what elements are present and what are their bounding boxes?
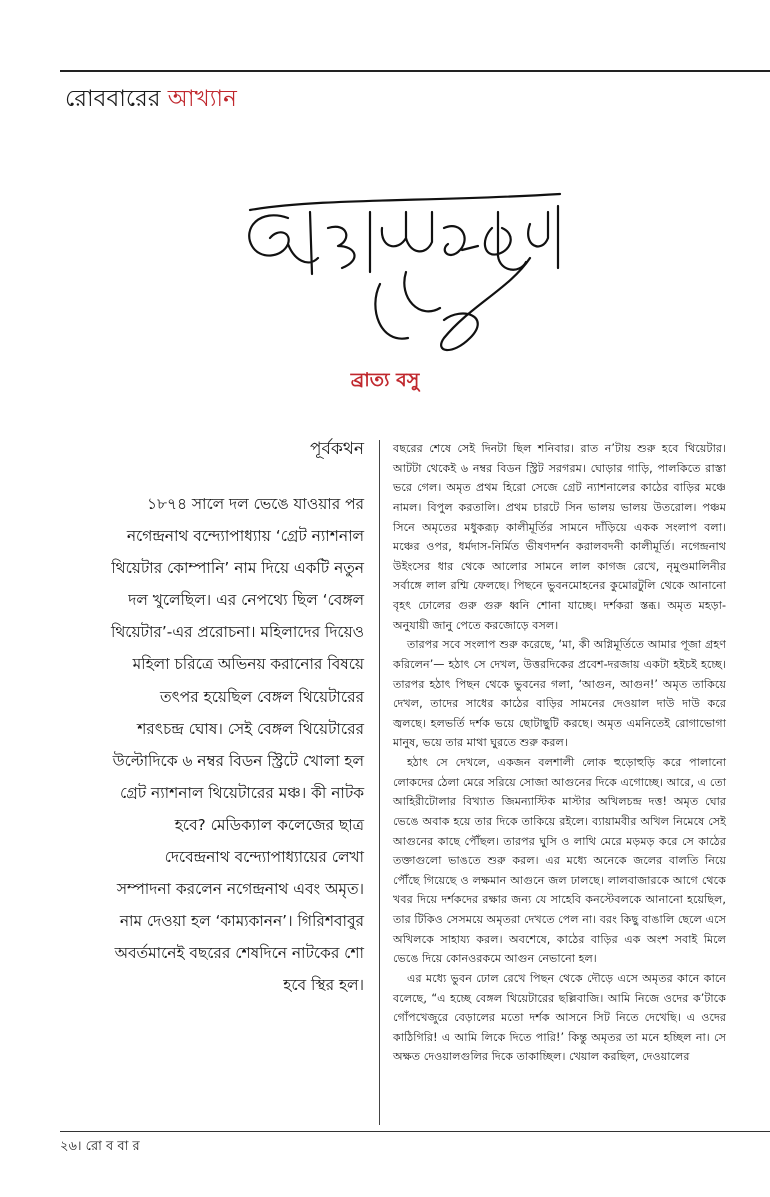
- story-paragraph-4: এর মধ্যে ভুবন ঢোল রেখে পিছন থেকে দৌড়ে এসে অমৃতর কানে কানে বলেছে, “এ হচ্ছে বেঙ্গল থিয়েটারের ছল্লিবাজি। আমি নিজে ওদের ক’টাকে গোঁপখেজুরে বেড়ালের মতো দর্শক আসনে সিট নিতে দেখেছি। এ ওদের কাঠিগিরি! এ আমি লিকে দিতে পারি!’ কিন্তু অমৃতর তা মনে হচ্ছিল না। সে অক্ষত দেওয়ালগুলির দিকে তাকাচ্ছিল। খেয়াল করছিল, দেওয়ালের: [393, 971, 726, 1064]
- calligraphy-flourish: [375, 284, 408, 339]
- story-paragraph-1: বছরের শেষে সেই দিনটা ছিল শনিবার। রাত ন’টায় শুরু হবে থিয়েটার। আটটা থেকেই ৬ নম্বর বিডন স্ট্রিট সরগরম। ঘোড়ার গাড়ি, পালকিতে রাস্তা ভরে গেল। অমৃত প্রথম হিরো সেজে গ্রেট ন্যাশনালের কাঠের বাড়ির মঞ্চে নামল। বিপুল করতালি। প্রথম চারটে সিন ভালয় ভালয় উতরোল। পঞ্চম সিনে অমৃতের মধুকরূঢ় কালীমূর্তির সামনে দাঁড়িয়ে একক সংলাপ বলা। মঞ্চের ওপর, ধর্মদাস-নির্মিত ভীষণদর্শন করালবদনী কালীমূর্তি। নগেন্দ্রনাথ উইংসের ধার থেকে আলোর সামনে লাল কাগজ রেখে, নৃমুণ্ডমালিনীর সর্বাঙ্গে লাল রশ্মি ফেলছে। পিছনে ভুবনমোহনের কুমোরটুলি থেকে আনানো বৃহৎ ঢোলের গুরু গুরু ধ্বনি শোনা যাচ্ছে। দর্শকরা স্তব্ধ। অমৃত মহড়া-অনুযায়ী জানু পেতে করজোড়ে বসল।: [393, 442, 726, 632]
- calligraphy-letter-1: [249, 212, 318, 274]
- story-column: [393, 439, 726, 1067]
- section-heading-prefix: রোববারের: [65, 86, 161, 112]
- section-heading: [65, 80, 237, 119]
- author-byline: ব্রাত্য বসু: [350, 369, 420, 391]
- story-paragraph-3: হঠাৎ সে দেখলে, একজন বলশালী লোক হুড়োহুড়ি করে পালানো লোকদের ঠেলা মেরে সরিয়ে সোজা আগুনের দিকে এগোচ্ছে। আরে, এ তো আহিরীটোলার বিখ্যাত জিমন্যাস্টিক মাস্টার অখিলচন্দ্র দত্ত! অমৃত ঘোর ভেঙে অবাক হয়ে তার দিকে তাকিয়ে রইলে। ব্যায়ামবীর অখিল নিমেষে সেই আগুনের কাছে পৌঁছল। তারপর ঘুসি ও লাথি মেরে মড়মড় করে সে কাঠের তক্তাগুলো ভাঙতে শুরু করল। এর মধ্যে অনেকে জলের বালতি নিয়ে পৌঁছে গিয়েছে ও লক্ষমান আগুনে জল ঢালছে। লালবাজারকে আগে থেকে খবর দিয়ে দর্শকদের রক্ষার জন্য যে সাহেবি কনস্টেবলকে আনানো হয়েছিল, তার টিকিও সেসময়ে অমৃতরা দেখতে পেল না। বরং কিছু বাঙালি ছেলে এসে অখিলকে সাহায্য করল। অবশেষে, কাঠের বাড়ির এক অংশ সবাই মিলে ভেঙে দিয়ে কোনওরকমে আগুন নেভানো হল।: [393, 756, 726, 966]
- column-divider: [379, 440, 380, 1125]
- calligraphy-headline-stroke: [250, 194, 560, 210]
- calligraphy-letter-2: [328, 212, 370, 272]
- calligraphy-letter-5: [485, 212, 526, 270]
- preface-heading: পূর্বকথন: [309, 439, 364, 459]
- calligraphy-letter-3: [382, 212, 440, 311]
- calligraphy-hyphen: [462, 246, 478, 250]
- title-calligraphy-logo: [230, 188, 570, 358]
- story-paragraph-2: তারপর সবে সংলাপ শুরু করেছে, ‘মা, কী অগ্নিমূর্তিতে আমার পূজা গ্রহণ করিলেন’— হঠাৎ সে দেখল, উত্তরদিকের প্রবেশ-দরজায় একটা হইচই হচ্ছে। তারপর হঠাৎ পিছন থেকে ভুবনের গলা, ‘আগুন, আগুন!’ অমৃত তাকিয়ে দেখল, তাদের সাধের কাঠের বাড়ির সামনের দেওয়াল দাউ দাউ করে জ্বলছে। হলভর্তি দর্শক ভয়ে ছোটাছুটি করছে। অমৃত এমনিতেই রোগাভোগা মানুষ, ভয়ে তার মাথা ঘুরতে শুরু করল।: [393, 638, 726, 750]
- preface-column: [110, 436, 364, 1002]
- preface-lead-text: ১৮৭৪ সালে দল ভেঙে যাওয়ার পর নগেন্দ্রনাথ বন্দ্যোপাধ্যায় ‘গ্রেট ন্যাশনাল থিয়েটার কোম্পানি’ নাম দিয়ে একটি নতুন দল খুলেছিল। এর নেপথ্যে ছিল ‘বেঙ্গল থিয়েটার’-এর প্ররোচনা। মহিলাদের দিয়েও মহিলা চরিত্রে অভিনয় করানোর বিষয়ে তৎপর হয়েছিল বেঙ্গল থিয়েটারের শরৎচন্দ্র ঘোষ। সেই বেঙ্গল থিয়েটারের উল্টোদিকে ৬ নম্বর বিডন স্ট্রিটে খোলা হল গ্রেট ন্যাশনাল থিয়েটারের মঞ্চ। কী নাটক হবে? মেডিক্যাল কলেজের ছাত্র দেবেন্দ্রনাথ বন্দ্যোপাধ্যায়ের লেখা সম্পাদনা করলেন নগেন্দ্রনাথ এবং অমৃত। নাম দেওয়া হল ‘কাম্যকানন’। গিরিশবাবুর অবর্তমানেই বছরের শেষদিনে নাটকের শো হবে স্থির হল।: [110, 495, 364, 995]
- bottom-rule: [60, 1131, 770, 1132]
- top-rule: [60, 70, 770, 72]
- page-folio: ২৬। রো ব বা র: [60, 1139, 140, 1154]
- section-heading-accent: আখ্যান: [167, 86, 237, 112]
